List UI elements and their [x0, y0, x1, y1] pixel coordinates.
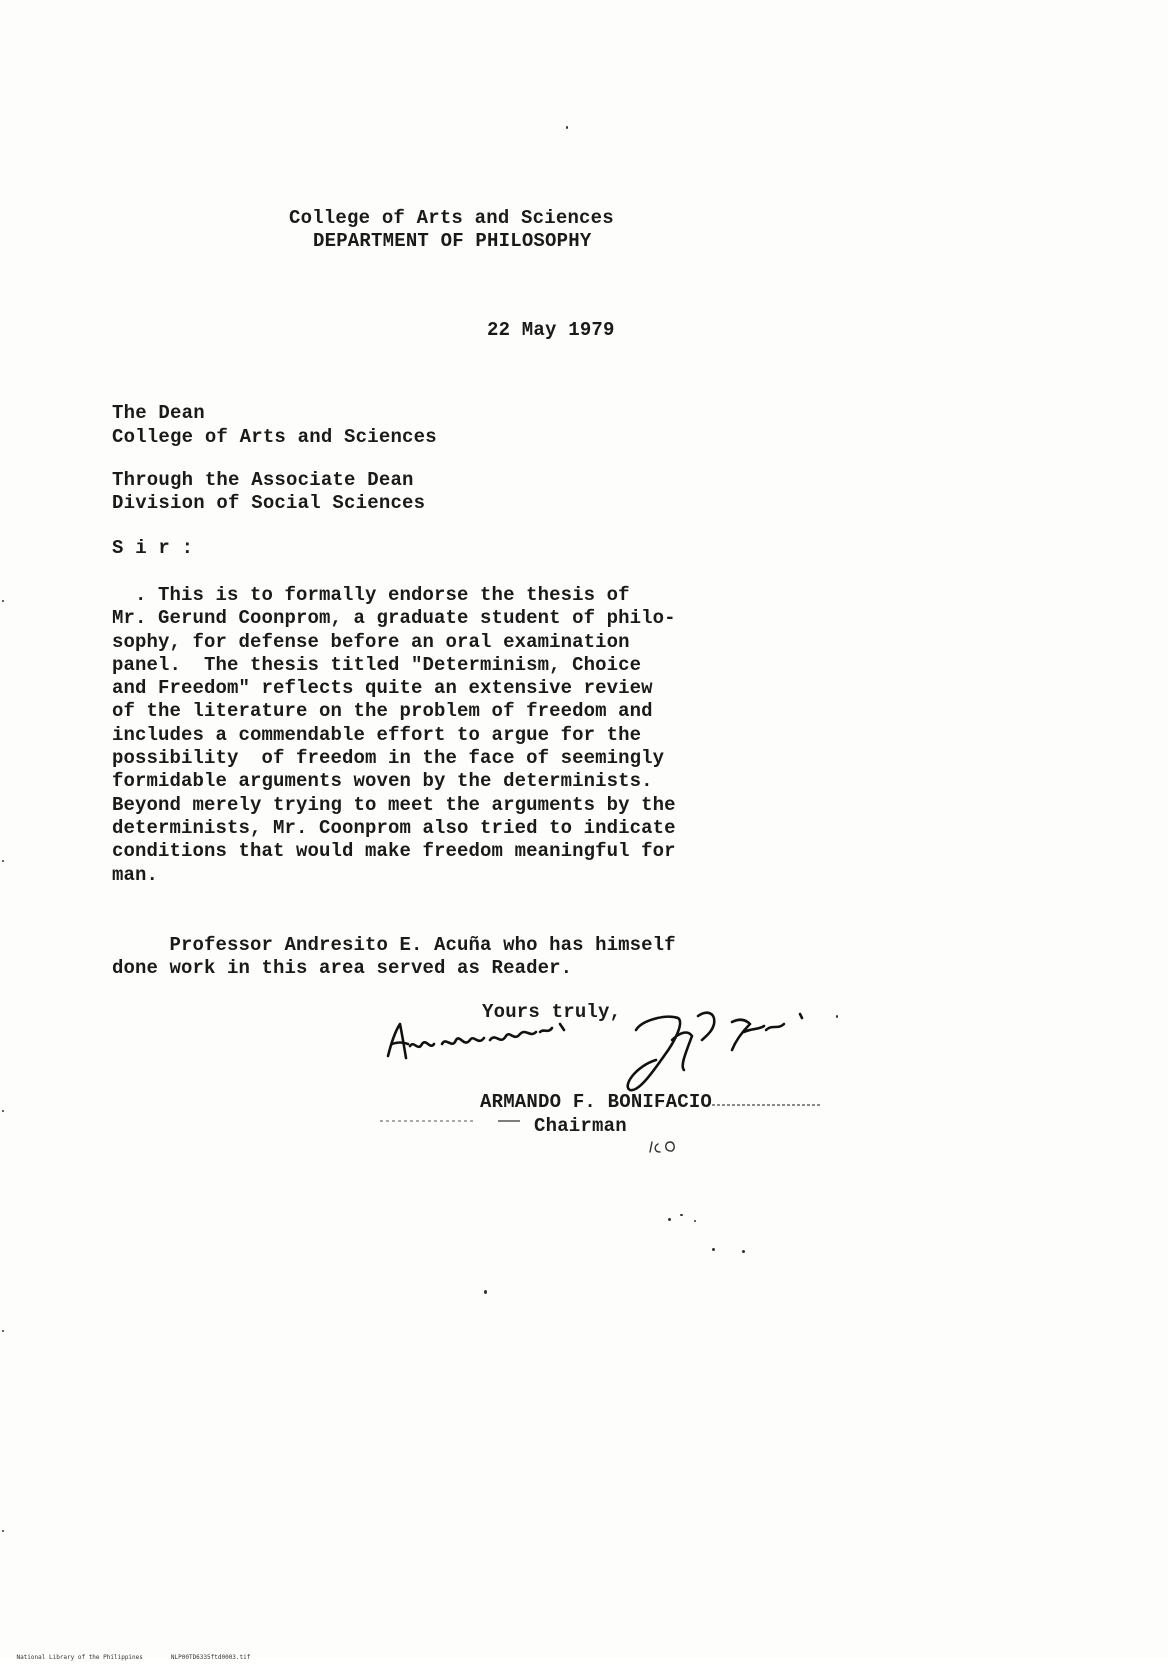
body-paragraph-1	[112, 584, 676, 887]
letter-date: 22 May 1979	[487, 319, 615, 341]
scan-footer	[2, 1646, 278, 1670]
paragraph-1-line: panel. The thesis titled "Determinism, Choice	[112, 653, 642, 676]
handwritten-mark	[646, 1134, 686, 1158]
letterhead-department: DEPARTMENT OF PHILOSOPHY	[313, 230, 592, 252]
paragraph-1-line: and Freedom" reflects quite an extensive review	[112, 677, 653, 700]
through-line-2: Division of Social Sciences	[112, 492, 426, 514]
paragraph-1-line: man.	[112, 863, 159, 886]
addressee-line-1: The Dean	[112, 402, 205, 424]
paragraph-1-line: determinists, Mr. Coonprom also tried to indicate	[112, 816, 676, 839]
paragraph-1-line: sophy, for defense before an oral examination	[112, 630, 630, 653]
paragraph-1-line: Mr. Gerund Coonprom, a graduate student of philo-	[112, 607, 676, 630]
footer-file: NLP00TD6335ftd0003.tif	[170, 1654, 251, 1661]
salutation: S i r :	[112, 537, 194, 559]
signatory-title: Chairman	[534, 1115, 627, 1137]
scan-speck	[742, 1250, 745, 1253]
scan-speck	[484, 1290, 487, 1294]
closing: Yours truly,	[482, 1001, 622, 1023]
through-line-1: Through the Associate Dean	[112, 469, 414, 491]
signatory-name: ARMANDO F. BONIFACIO	[480, 1091, 713, 1113]
scan-speck	[2, 1530, 4, 1532]
scan-speck	[2, 860, 4, 862]
scan-speck	[836, 1015, 838, 1018]
paragraph-1-line: possibility of freedom in the face of seemingly	[112, 747, 665, 770]
scan-speck	[668, 1218, 671, 1221]
footer-library: National Library of the Philippines	[16, 1654, 143, 1661]
handwritten-signature	[380, 1000, 840, 1100]
scan-speck	[566, 126, 568, 129]
scan-speck	[2, 1110, 4, 1112]
scan-speck	[680, 1214, 683, 1216]
signature-dotted-line-left	[380, 1118, 520, 1124]
paragraph-1-line: conditions that would make freedom meaningful for	[112, 840, 676, 863]
scan-speck	[2, 1330, 4, 1332]
paragraph-2-line: Professor Andresito E. Acuña who has himself	[112, 934, 676, 956]
paragraph-1-line: includes a commendable effort to argue for the	[112, 723, 642, 746]
paragraph-1-line: Beyond merely trying to meet the arguments by the	[112, 793, 676, 816]
scan-speck	[2, 600, 4, 602]
body-paragraph-2	[112, 934, 676, 981]
scan-speck	[694, 1220, 696, 1222]
paragraph-2-line: done work in this area served as Reader.	[112, 957, 573, 980]
paragraph-1-line: . This is to formally endorse the thesis of	[112, 584, 630, 606]
paragraph-1-line: formidable arguments woven by the determinists.	[112, 770, 653, 793]
letterhead-college: College of Arts and Sciences	[289, 207, 614, 229]
scan-speck	[712, 1248, 715, 1251]
addressee-line-2: College of Arts and Sciences	[112, 426, 437, 448]
signature-dotted-line-right	[712, 1102, 822, 1108]
paragraph-1-line: of the literature on the problem of freedom and	[112, 700, 653, 723]
